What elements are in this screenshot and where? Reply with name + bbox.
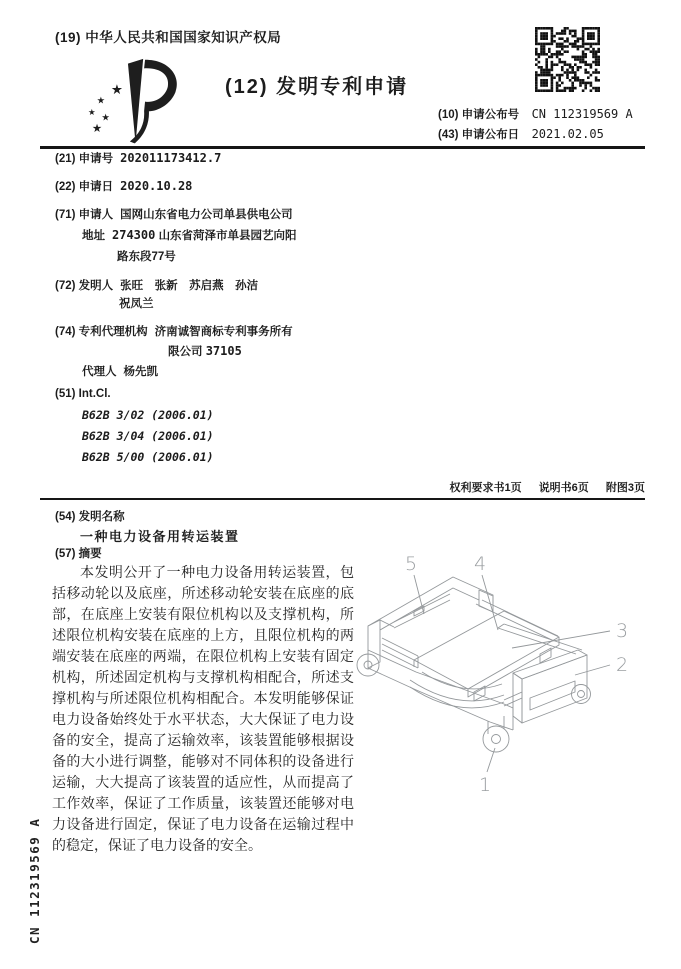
logo-p-tail — [130, 110, 149, 143]
agency-row — [55, 323, 293, 339]
section-divider — [40, 498, 645, 500]
address-row-2 — [117, 248, 176, 264]
logo-p-bowl — [144, 60, 177, 112]
qr-code — [535, 27, 600, 92]
publication-number-label: (10) 申请公布号 — [438, 109, 520, 121]
filing-date-value: 2020.10.28 — [120, 179, 193, 193]
address-line1: 山东省菏泽市单县园艺向阳 — [158, 230, 297, 242]
patent-drawing — [354, 542, 676, 804]
agency-line2: 限公司 — [168, 346, 203, 358]
figure-pages: 附图3页 — [605, 482, 645, 494]
abstract-label: (57) 摘要 — [55, 548, 102, 560]
inventors-row-2 — [119, 295, 154, 311]
filing-date-row — [55, 178, 192, 194]
applicant-value: 国网山东省电力公司单县供电公司 — [120, 209, 293, 221]
invention-title-label: (54) 发明名称 — [55, 511, 125, 523]
publication-date-label: (43) 申请公布日 — [438, 129, 520, 141]
publication-number-value: CN 112319569 A — [531, 107, 633, 121]
address-zip: 274300 — [112, 228, 156, 242]
applicant-label: (71) 申请人 — [55, 209, 114, 221]
address-label: 地址 — [82, 230, 105, 242]
figure-label-3: 3 — [615, 620, 629, 642]
address-row — [82, 227, 297, 243]
publication-date-line — [438, 126, 604, 142]
application-number-label: (21) 申请号 — [55, 153, 114, 165]
address-line2: 路东段77号 — [117, 251, 176, 263]
star-icon: ★ — [101, 112, 110, 124]
intcl-label: (51) Int.Cl. — [55, 388, 111, 400]
invention-title: 一种电力设备用转运装置 — [80, 529, 240, 544]
cnipa-logo-icon — [84, 56, 189, 151]
inventors-row — [55, 277, 258, 293]
abstract-text: 本发明公开了一种电力设备用转运装置，包括移动轮以及底座，所述移动轮安装在底座的底部，在底座上安装有限位机构以及支撑机构，所述限位机构安装在底座的上方，且限位机构的两端安装在底座的两端，在限位机构上安装有固定机构，所述固定机构与支撑机构相配合，所述支撑机构与所述限位机构相配合。本发明能够保证电力设备始终处于水平状态，大大保证了电力设备的安全，提高了运输效率，该装置能够根据设备的大小进行调整，能够对不同体积的设备进行运输，大大提高了该装置的适应性，从而提高了工作效率，保证了工作质量，该装置还能够对电力设备进行固定，保证了电力设备在运输过程中的稳定，保证了电力设备的安全。 — [52, 564, 354, 853]
intcl-entry: B62B 3/02 (2006.01) — [82, 408, 214, 422]
agency-code: 37105 — [205, 344, 242, 358]
intcl-entry: B62B 5/00 (2006.01) — [82, 450, 214, 464]
document-type-title: (12) 发明专利申请 — [225, 76, 409, 98]
application-number-value: 202011173412.7 — [120, 151, 222, 165]
applicant-row — [55, 206, 293, 222]
intcl-entry: B62B 3/04 (2006.01) — [82, 429, 214, 443]
figure-label-1: 1 — [478, 774, 492, 796]
header-divider — [40, 146, 645, 149]
pages-info — [436, 479, 646, 495]
claims-pages: 权利要求书1页 — [449, 482, 522, 494]
publication-date-value: 2021.02.05 — [531, 127, 604, 141]
star-icon: ★ — [110, 82, 123, 97]
intcl-row — [55, 388, 118, 400]
description-pages: 说明书6页 — [538, 482, 589, 494]
office-name: (19) 中华人民共和国国家知识产权局 — [55, 30, 282, 45]
inventors-label: (72) 发明人 — [55, 280, 114, 292]
figure-label-2: 2 — [615, 654, 629, 676]
agent-label: 代理人 — [82, 366, 117, 378]
application-number-row — [55, 150, 221, 166]
vertical-publication-number: CN 112319569 A — [27, 817, 42, 944]
publication-number-line — [438, 106, 633, 122]
agency-row-2 — [168, 343, 242, 359]
star-icon: ★ — [91, 123, 103, 135]
agent-value: 杨先凯 — [123, 366, 158, 378]
filing-date-label: (22) 申请日 — [55, 181, 114, 193]
figure-label-5: 5 — [404, 553, 418, 575]
star-icon: ★ — [88, 106, 96, 117]
agency-label: (74) 专利代理机构 — [55, 326, 148, 338]
star-icon: ★ — [96, 95, 106, 107]
agent-row — [82, 363, 158, 379]
inventors-line1: 张旺 张新 苏启燕 孙洁 — [120, 280, 259, 292]
agency-line1: 济南诚智商标专利事务所有 — [154, 326, 293, 338]
inventors-line2: 祝凤兰 — [119, 298, 154, 310]
figure-label-4: 4 — [473, 553, 487, 575]
